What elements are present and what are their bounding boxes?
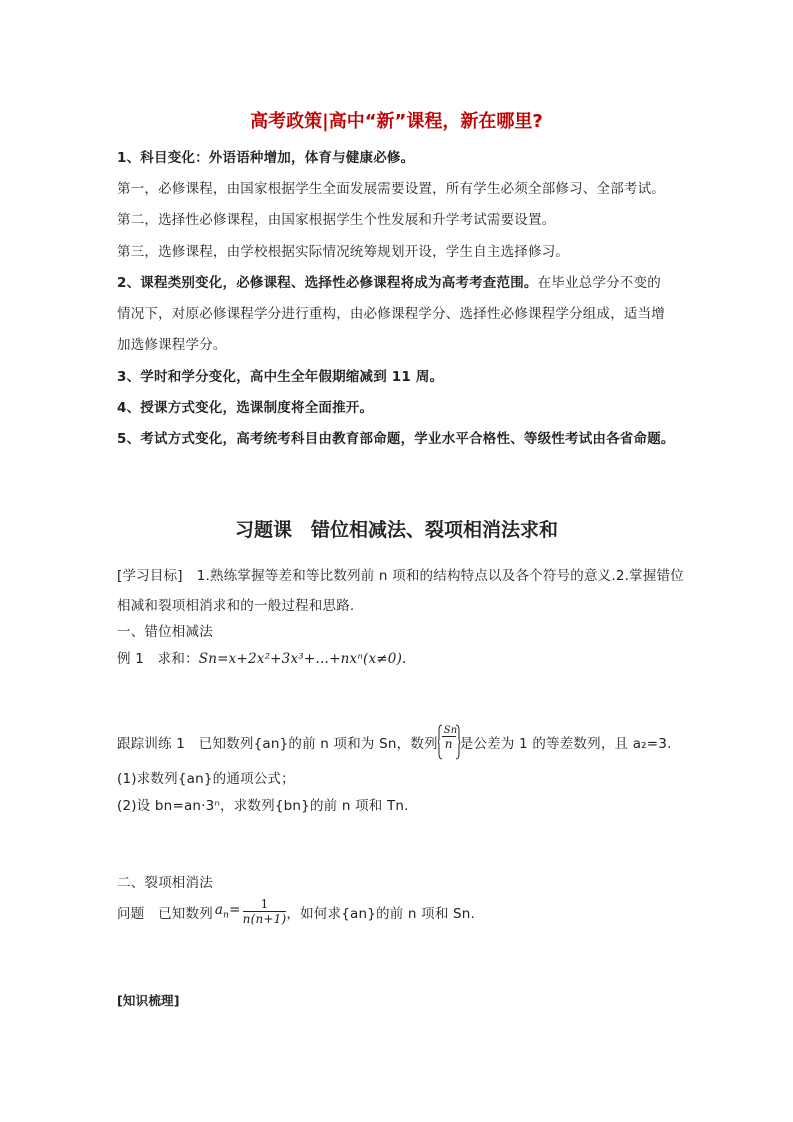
training-fraction-numerator: Sn [443,725,458,736]
problem-fraction-numerator: 1 [243,897,287,912]
policy-item-5: 5、考试方式变化，高考统考科目由教育部命题，学业水平合格性、等级性考试由各省命题。 [117,431,675,447]
training-fraction-denominator: n [444,737,453,751]
example-1 [117,647,407,667]
question-2: (2)设 bn=an·3ⁿ，求数列{bn}的前 n 项和 Tn. [117,798,409,814]
learning-goal-line1: 1.熟练掌握等差和等比数列前 n 项和的结构特点以及各个符号的意义.2.掌握错位 [196,568,684,584]
problem-rest: ，如何求{an}的前 n 项和 Sn. [286,905,476,922]
policy-item-2-line3: 加选修课程学分。 [117,337,227,353]
policy-item-1: 1、科目变化：外语语种增加，体育与健康必修。 [117,150,415,166]
section-1-heading: 一、错位相减法 [117,624,213,640]
training-1-rest: 是公差为 1 的等差数列，且 a₂=3. [459,736,672,752]
example-1-expression: Sn=x+2x²+3x³+…+nxⁿ(x≠0). [198,651,407,667]
policy-item-2-line2: 情况下，对原必修课程学分进行重构，由必修课程学分、选择性必修课程学分组成，适当增 [117,306,665,322]
learning-goal-label: [学习目标] [117,568,183,584]
learning-goal-line2: 相减和裂项相消求和的一般过程和思路. [117,598,355,614]
policy-title: 高考政策|高中“新”课程，新在哪里? [250,111,543,132]
example-1-label: 例 1 求和： [117,651,199,667]
problem-fraction [243,897,287,926]
training-1 [117,722,672,762]
policy-item-4: 4、授课方式变化，选课制度将全面推开。 [117,400,374,416]
training-1-label: 跟踪训练 1 已知数列{an}的前 n 项和为 Sn，数列 [117,736,438,752]
section-2-heading: 二、裂项相消法 [117,875,213,891]
policy-paragraph-elective-required: 第二，选择性必修课程，由国家根据学生个性发展和升学考试需要设置。 [117,212,556,228]
problem [117,897,475,926]
learning-goal [117,564,684,584]
policy-item-2 [117,271,661,291]
policy-paragraph-required: 第一，必修课程，由国家根据学生全面发展需要设置，所有学生必须全部修习、全部考试。 [117,181,665,197]
policy-item-3: 3、学时和学分变化，高中生全年假期缩减到 11 周。 [117,369,444,385]
problem-label: 问题 已知数列 [117,905,213,922]
question-1: (1)求数列{an}的通项公式； [117,771,295,787]
brace-fraction [438,724,460,760]
problem-an: $a_n=$ [214,902,241,921]
policy-item-2-bold: 2、课程类别变化，必修课程、选择性必修课程将成为高考考查范围。 [117,275,538,291]
lesson-title: 习题课 错位相减法、裂项相消法求和 [234,519,558,541]
policy-item-2-rest: 在毕业总学分不变的 [537,275,661,291]
knowledge-heading: [知识梳理] [117,993,180,1008]
policy-paragraph-elective: 第三，选修课程，由学校根据实际情况统筹规划开设，学生自主选择修习。 [117,244,570,260]
problem-fraction-denominator: n(n+1) [242,912,287,926]
